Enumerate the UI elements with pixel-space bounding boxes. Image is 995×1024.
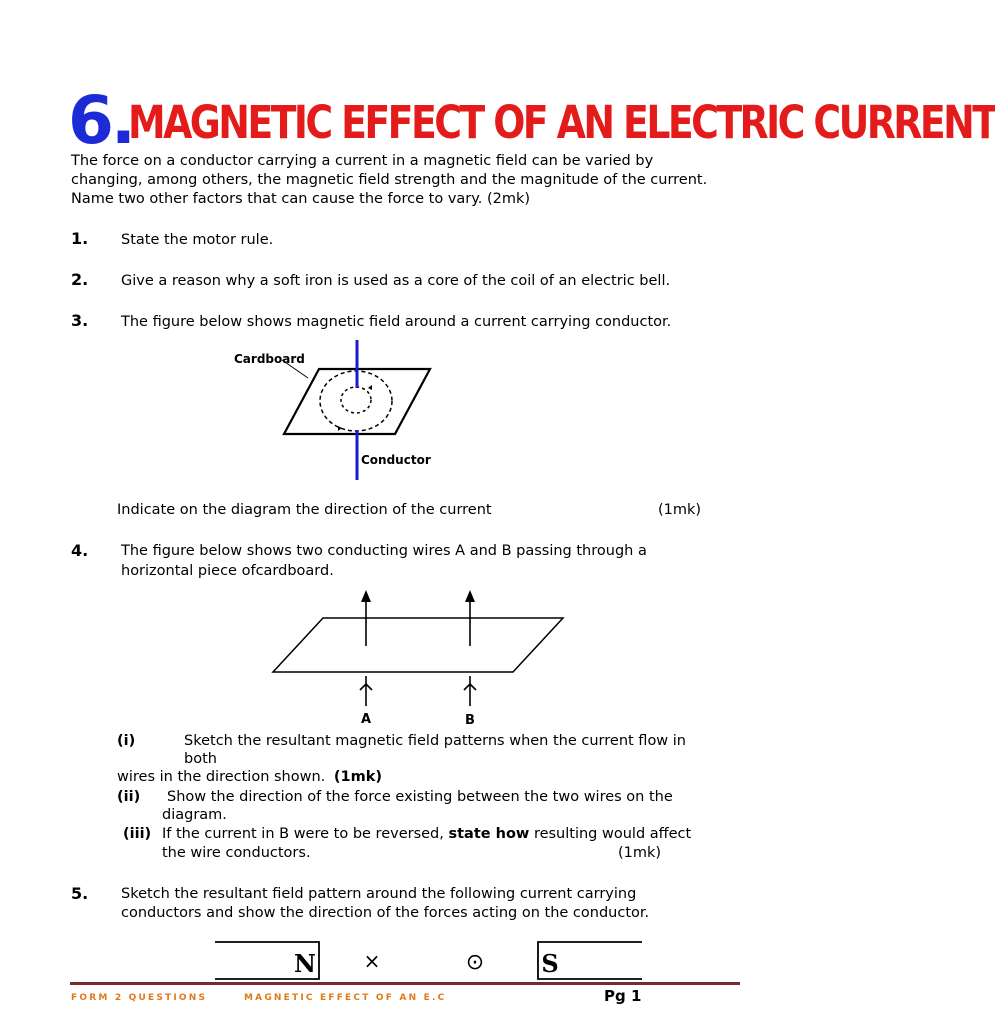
footer-left: FORM 2 QUESTIONS (71, 993, 208, 1003)
question-3-marks: (1mk) (658, 502, 702, 518)
question-1-number: 1. (71, 229, 89, 248)
figure-conductor-cardboard (220, 336, 450, 486)
question-3-instruction: Indicate on the diagram the direction of the current (117, 502, 492, 518)
wire-b-label: B (465, 713, 475, 728)
page-title: MAGNETIC EFFECT OF AN ELECTRIC CURRENT (128, 96, 995, 150)
south-pole-label: S (541, 949, 559, 978)
question-3-text: The figure below shows magnetic field around a current carrying conductor. (121, 314, 672, 330)
question-4-i-label: (i) (117, 733, 136, 749)
question-2-number: 2. (71, 270, 89, 289)
wire-a-arrow-top (361, 590, 371, 602)
question-1-text: State the motor rule. (121, 232, 274, 248)
question-5-line-2: conductors and show the direction of the forces acting on the conductor. (121, 905, 650, 921)
question-5-number: 5. (71, 884, 89, 903)
question-4-line-1: The figure below shows two conducting wires A and B passing through a (121, 543, 647, 559)
footer-page-number: Pg 1 (604, 987, 642, 1005)
intro-line-2: changing, among others, the magnetic field strength and the magnitude of the current. (71, 172, 708, 188)
question-4-i-text: wires in the direction shown. (117, 769, 326, 785)
horizontal-cardboard (273, 618, 563, 672)
field-arrow-1 (368, 385, 372, 390)
question-4-ii-line-2: diagram. (162, 807, 227, 823)
question-4-iii-marks: (1mk) (618, 845, 662, 861)
question-4-number: 4. (71, 541, 89, 560)
current-out-of-page-icon: ⊙ (465, 950, 485, 975)
question-3-number: 3. (71, 311, 89, 330)
conductor-label: Conductor (361, 453, 431, 467)
title-number: 6. (68, 82, 133, 159)
footer-middle: MAGNETIC EFFECT OF AN E.C (244, 993, 447, 1003)
question-4-iii-post: resulting would affect (533, 826, 692, 842)
wire-a-label: A (360, 712, 372, 727)
cardboard-label: Cardboard (234, 352, 305, 366)
field-line-inner (341, 387, 371, 413)
intro-line-3: Name two other factors that can cause the force to vary. (2mk) (71, 191, 531, 207)
figure-magnet-poles (205, 932, 655, 982)
question-4-line-2: horizontal piece ofcardboard. (121, 563, 334, 579)
figure-two-wires-cardboard (265, 584, 575, 732)
question-4-i-line-3 (117, 768, 382, 787)
question-4-iii-line-2: the wire conductors. (162, 845, 311, 861)
intro-line-1: The force on a conductor carrying a current in a magnetic field can be varied by (71, 153, 654, 169)
question-4-i-line-1: Sketch the resultant magnetic field patterns when the current flow in (184, 733, 686, 749)
question-4-iii-label: (iii) (123, 826, 152, 842)
question-4-iii-bold: state how (448, 826, 530, 842)
question-4-i-line-2: both (184, 751, 217, 767)
footer-divider (70, 982, 740, 985)
north-pole-label: N (294, 949, 316, 978)
question-4-i-marks: (1mk) (333, 769, 382, 785)
question-4-ii-line-1: Show the direction of the force existing between the two wires on the (167, 789, 673, 805)
question-4-ii-label: (ii) (117, 789, 141, 805)
question-2-text: Give a reason why a soft iron is used as a core of the coil of an electric bell. (121, 273, 671, 289)
question-5-line-1: Sketch the resultant field pattern around the following current carrying (121, 886, 637, 902)
current-into-page-icon: × (363, 949, 381, 973)
question-4-iii-pre: If the current in B were to be reversed, (162, 826, 444, 842)
wire-b-arrow-top (465, 590, 475, 602)
question-4-iii-line-1 (162, 825, 691, 844)
